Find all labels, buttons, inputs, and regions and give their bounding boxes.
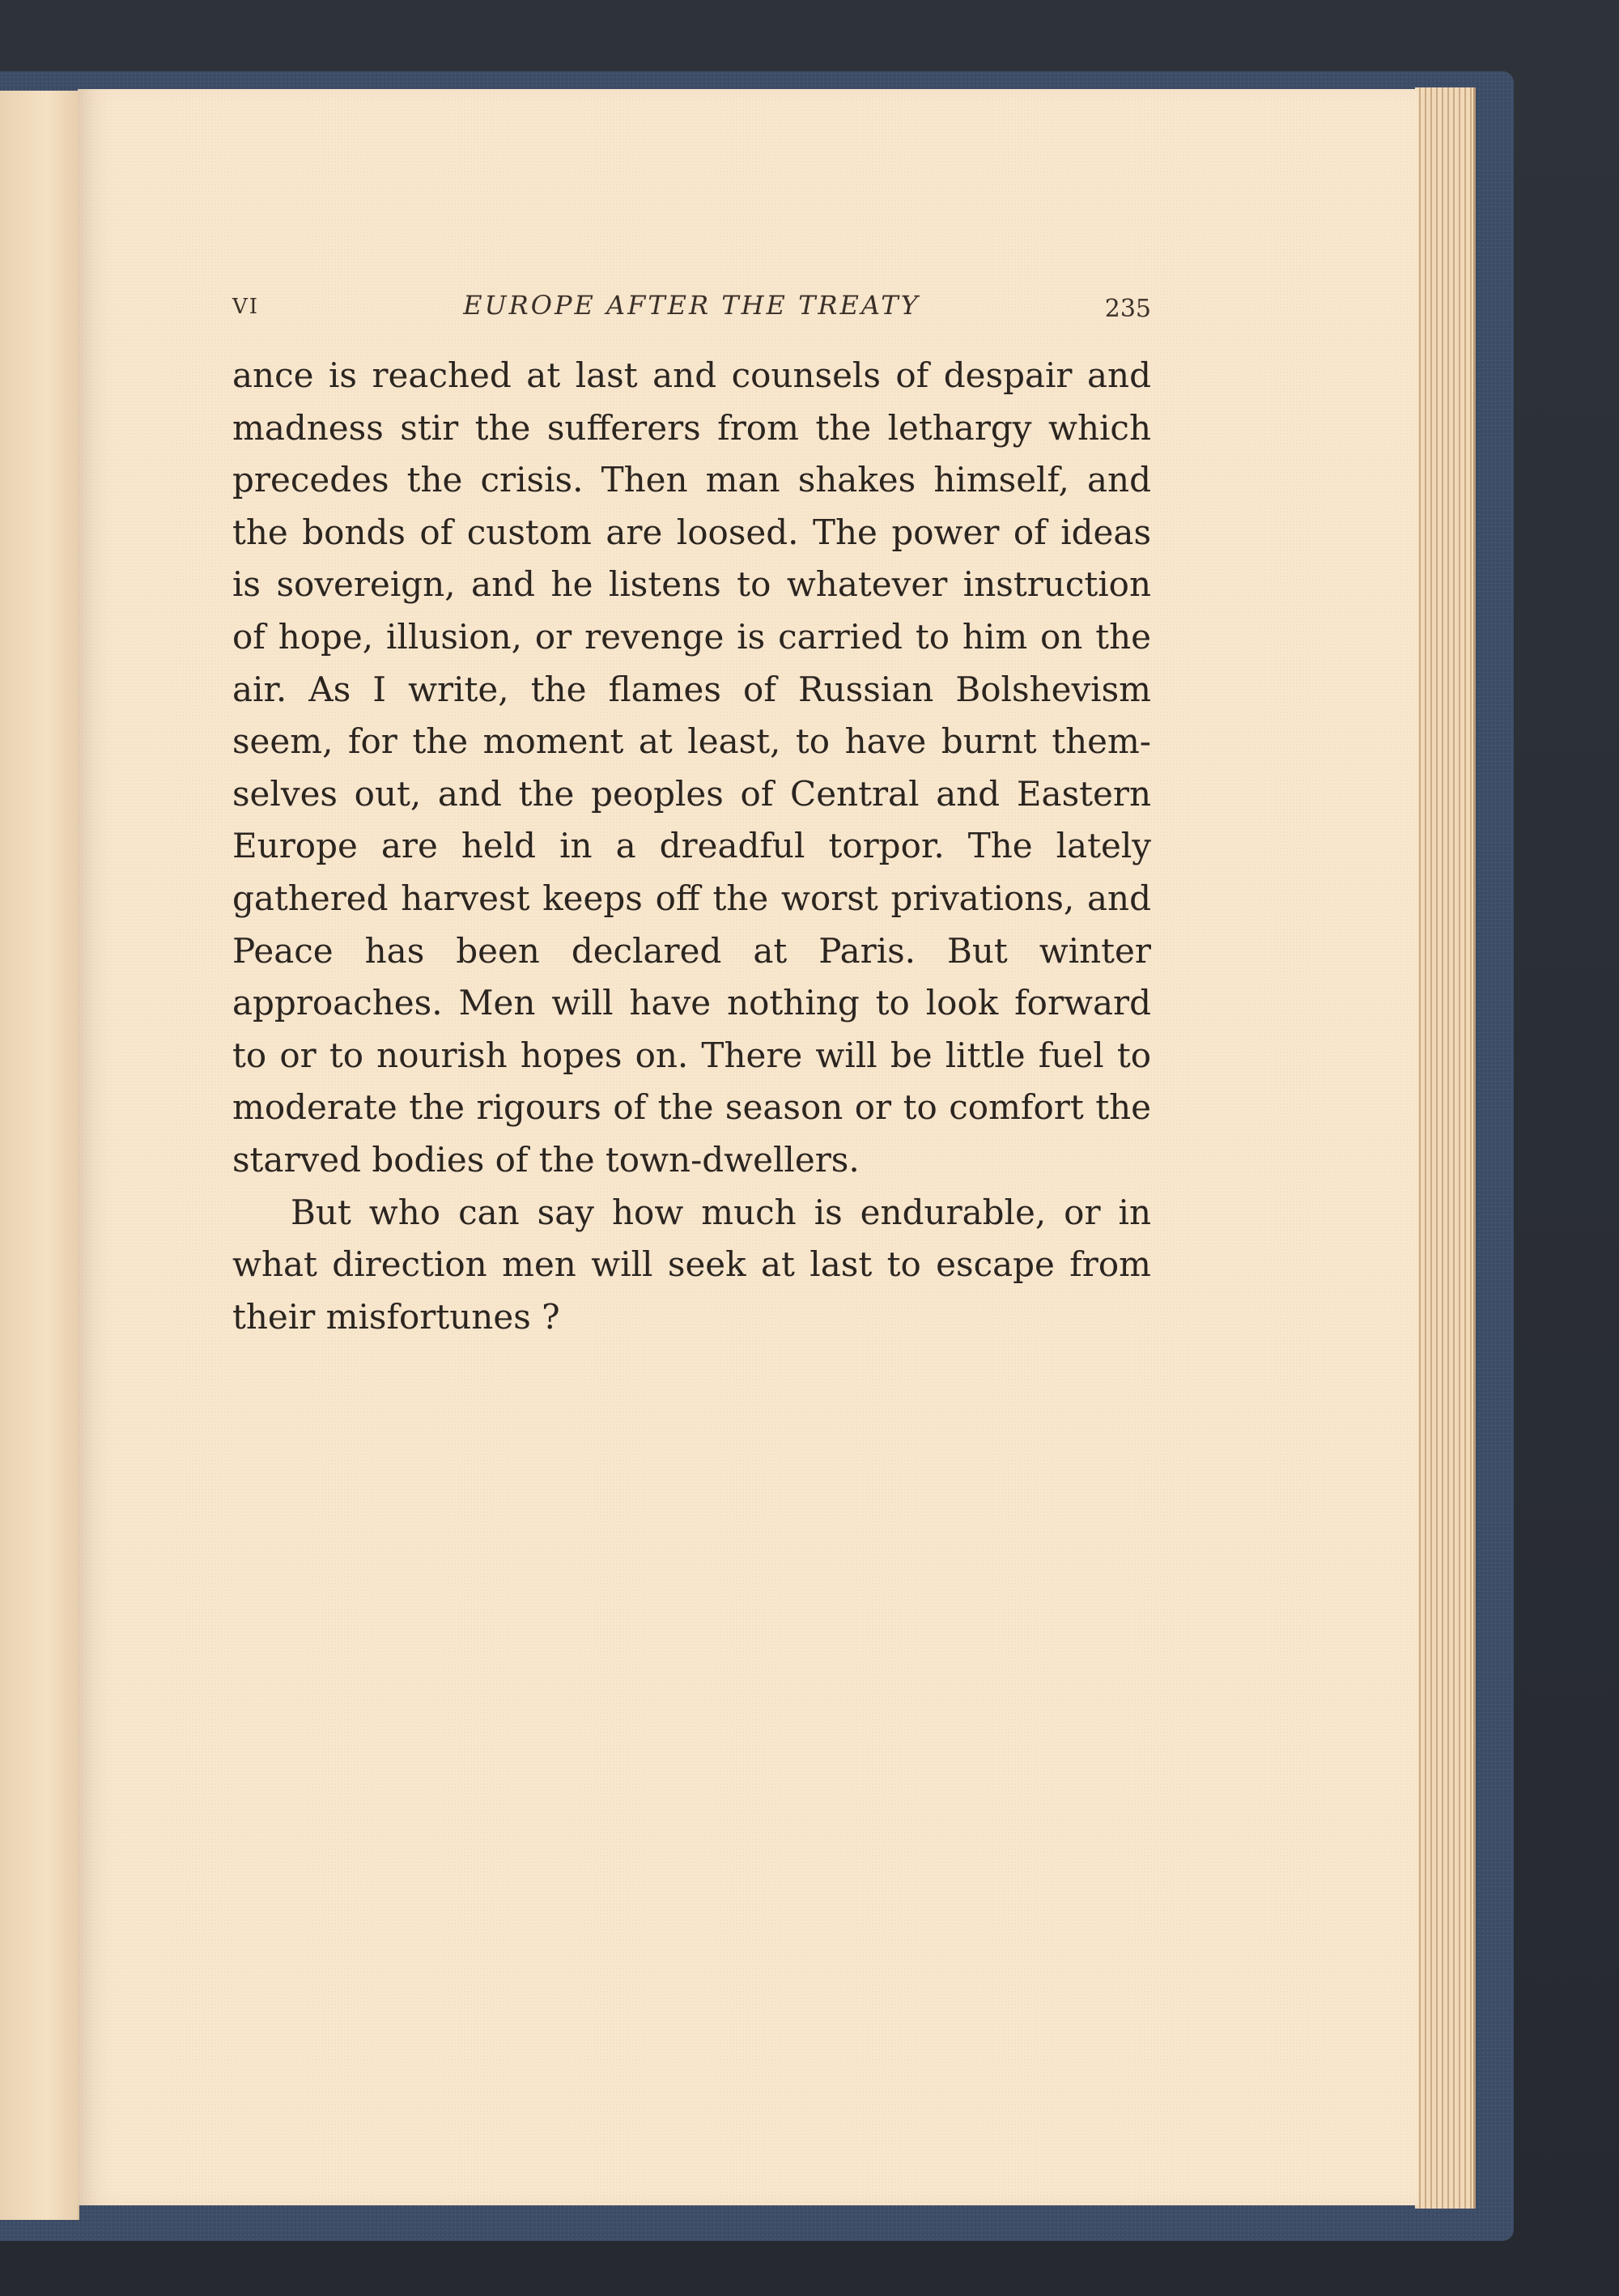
paragraph-2 xyxy=(232,1187,1151,1344)
running-head xyxy=(232,290,1151,330)
chapter-number: VI xyxy=(232,295,260,319)
text-line: what direction men will seek at last to escape from xyxy=(232,1244,1151,1285)
text-line: to or to nourish hopes on. There will be little fuel to xyxy=(232,1035,1151,1075)
text-line: the bonds of custom are loosed. The power of ideas xyxy=(232,512,1151,552)
text-line: moderate the rigours of the season or to comfort the xyxy=(232,1087,1151,1128)
text-line: madness stir the sufferers from the lethargy which xyxy=(232,407,1151,448)
paragraph-1 xyxy=(232,350,1151,1187)
text-line: air. As I write, the flames of Russian Bolshevism xyxy=(232,669,1151,709)
text-line: is sovereign, and he listens to whatever instruction xyxy=(232,564,1151,605)
text-line: ance is reached at last and counsels of despair and xyxy=(232,355,1151,395)
text-line: approaches. Men will have nothing to look forward xyxy=(232,983,1151,1023)
text-line: their misfortunes ? xyxy=(232,1296,560,1337)
text-line: seem, for the moment at least, to have burnt them- xyxy=(232,721,1151,762)
text-line: starved bodies of the town-dwellers. xyxy=(232,1139,860,1180)
page-stack-edges xyxy=(1415,87,1476,2209)
text-line: Europe are held in a dreadful torpor. The lately xyxy=(232,826,1151,866)
text-line: precedes the crisis. Then man shakes himself, and xyxy=(232,460,1151,500)
text-line: Peace has been declared at Paris. But winter xyxy=(232,930,1151,971)
body-text xyxy=(232,350,1151,1343)
text-line: gathered harvest keeps off the worst privations, and xyxy=(232,878,1151,918)
text-line: selves out, and the peoples of Central and Eastern xyxy=(232,773,1151,814)
text-line: But who can say how much is endurable, or in xyxy=(291,1192,1151,1232)
running-title: EUROPE AFTER THE TREATY xyxy=(463,290,920,321)
page-number: 235 xyxy=(1104,295,1151,323)
facing-page-edge xyxy=(0,91,79,2220)
text-line: of hope, illusion, or revenge is carried to him on the xyxy=(232,616,1151,657)
